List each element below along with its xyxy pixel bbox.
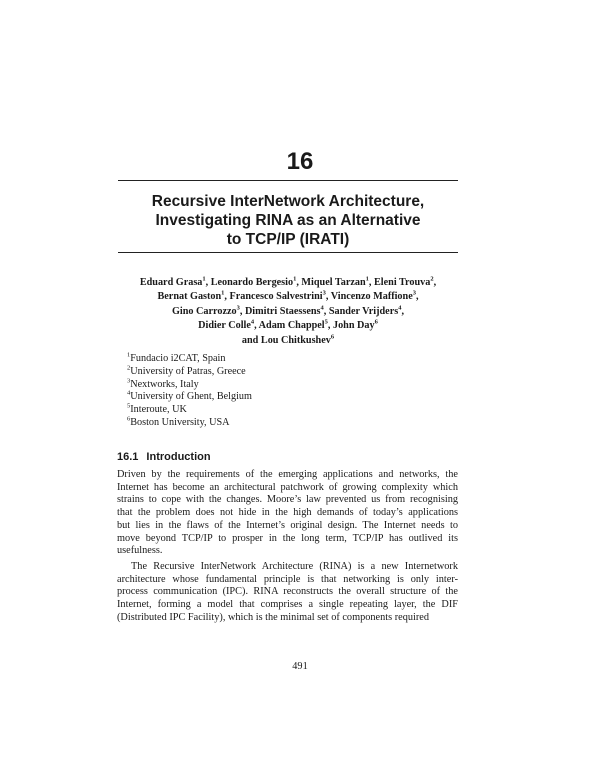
author-name: Sander Vrijders xyxy=(328,305,399,317)
affiliation-text: University of Ghent, Belgium xyxy=(130,391,252,403)
text-line: strains to cope with the changes. Moore’s law prevented us from recognising xyxy=(117,494,458,506)
affiliation xyxy=(127,391,252,404)
affiliation-mark: 4 xyxy=(127,390,131,397)
affiliation xyxy=(127,379,252,392)
author-affiliation-mark: 3 xyxy=(412,290,416,298)
author-affiliation-mark: 1 xyxy=(221,290,225,298)
paragraph xyxy=(117,469,458,558)
affiliation xyxy=(127,353,252,366)
author-affiliation-mark: 4 xyxy=(320,304,324,312)
affiliation xyxy=(127,404,252,417)
author-name: and Lou Chitkushev xyxy=(241,334,331,346)
author-name: John Day xyxy=(332,320,375,332)
title-top-rule xyxy=(118,180,458,181)
author-name: Adam Chappel xyxy=(258,320,325,332)
author-name: Eleni Trouva xyxy=(374,277,431,288)
affiliation-mark: 2 xyxy=(127,364,131,372)
section-heading xyxy=(117,451,211,463)
author-name: Francesco Salvestrini xyxy=(229,291,323,303)
author-line xyxy=(80,334,496,348)
text-line: Internet, forming a model that comprises a single repeating layer, the DIF xyxy=(117,599,458,611)
affiliation-mark: 1 xyxy=(127,351,131,359)
text-line: usefulness. xyxy=(117,545,163,557)
author-line: Bernat Gaston$^1$, Francesco Salvestrini$^3$, Vincenzo Maffione$^3$, xyxy=(157,290,419,303)
author-name: Didier Colle xyxy=(198,320,251,332)
author-affiliation-mark: 1 xyxy=(293,275,297,283)
affiliation-text: Fundacio i2CAT, Spain xyxy=(130,353,226,364)
text-line: but lies in the flaws of the Internet’s original design. The Internet needs to xyxy=(117,519,458,531)
affiliation-list xyxy=(127,353,252,430)
affiliation-text: Nextworks, Italy xyxy=(130,378,199,390)
author-name: Eduard Grasa xyxy=(139,277,203,288)
author-name: Leonardo Bergesio xyxy=(210,277,294,288)
text-line: process communication (IPC). RINA reconstructs the overall structure of the xyxy=(117,586,458,598)
text-line: architecture whose fundamental principle is that networking is only inter- xyxy=(117,573,458,585)
affiliation-text: Interoute, UK xyxy=(130,404,187,416)
author-name: Dimitri Staessens xyxy=(244,305,321,317)
chapter-title-line: to TCP/IP (IRATI) xyxy=(226,231,350,248)
author-affiliation-mark: 1 xyxy=(202,275,206,283)
affiliation-mark: 5 xyxy=(127,402,131,410)
affiliation-text: University of Patras, Greece xyxy=(130,365,246,377)
author-affiliation-mark: 5 xyxy=(324,318,328,326)
author-affiliation-mark: 4 xyxy=(398,304,402,312)
paragraph xyxy=(117,561,458,625)
text-line: that the problem does not hide in the high demands of today’s applications xyxy=(117,507,458,519)
title-bottom-rule xyxy=(118,252,458,253)
author-affiliation-mark: 3 xyxy=(322,290,326,298)
author-name: Miquel Tarzan xyxy=(301,277,366,288)
affiliation-text: Boston University, USA xyxy=(130,416,230,428)
chapter-title-line: Recursive InterNetwork Architecture, xyxy=(151,193,425,210)
author-affiliation-mark: 1 xyxy=(365,275,369,283)
affiliation xyxy=(127,366,252,379)
text-line: (Distributed IPC Facility), which is the minimal set of components required xyxy=(117,611,429,623)
text-line: move beyond TCP/IP to prosper in the long term, TCP/IP has outlived its xyxy=(117,532,458,544)
author-affiliation-mark: 4 xyxy=(250,318,255,326)
chapter-title xyxy=(100,192,476,249)
affiliation-mark: 6 xyxy=(127,415,131,423)
author-line: Didier Colle$^4$, Adam Chappel$^5$, John Day$^6$ xyxy=(198,318,378,332)
section-number: 16.1 xyxy=(117,451,139,463)
author-affiliation-mark: 6 xyxy=(330,333,335,341)
author-affiliation-mark: 6 xyxy=(374,318,378,326)
chapter-number: 16 xyxy=(286,148,314,175)
text-line: The Recursive InterNetwork Architecture (RINA) is a new Internetwork xyxy=(131,561,458,572)
author-list xyxy=(80,276,496,348)
section-title: Introduction xyxy=(146,451,211,463)
text-line: Internet has become an architectural patchwork of growing complexity which xyxy=(117,481,458,493)
author-line: Eduard Grasa$^1$, Leonardo Bergesio$^1$, Miquel Tarzan$^1$, Eleni Trouva$^2$, xyxy=(139,275,437,288)
chapter-title-line: Investigating RINA as an Alternative xyxy=(155,212,421,229)
author-name: Vincenzo Maffione xyxy=(330,291,413,303)
author-affiliation-mark: 2 xyxy=(430,275,434,283)
text-line: Driven by the requirements of the emerging applications and networks, the xyxy=(117,469,458,480)
author-name: Gino Carrozzo xyxy=(172,305,237,317)
page-number: 491 xyxy=(292,661,308,672)
author-line: Gino Carrozzo$^3$, Dimitri Staessens$^4$, Sander Vrijders$^4$, xyxy=(172,304,404,317)
affiliation xyxy=(127,417,252,430)
author-affiliation-mark: 3 xyxy=(236,304,240,312)
author-name: Bernat Gaston xyxy=(157,291,222,303)
affiliation-mark: 3 xyxy=(127,377,131,385)
